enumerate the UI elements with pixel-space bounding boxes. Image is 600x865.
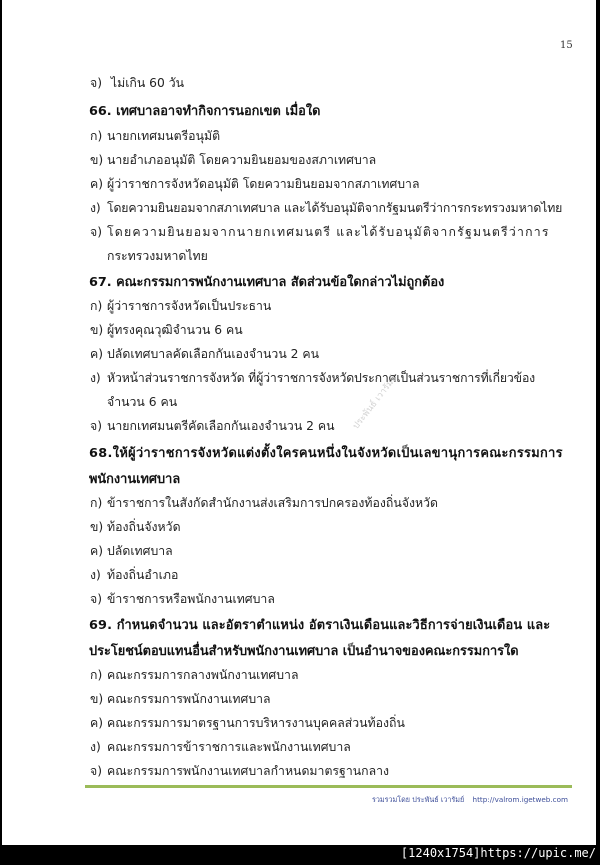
option-item: [90, 666, 298, 685]
option-item: [90, 738, 351, 757]
watermark: ประพันธ์ เวารัมย์: [351, 373, 400, 432]
option-label: ง): [90, 568, 101, 582]
option-text: ผู้ว่าราชการจังหวัดเป็นประธาน: [107, 299, 272, 313]
option-label: จ): [90, 764, 103, 778]
option-label: ข): [90, 153, 104, 167]
option-label: ง): [90, 740, 101, 754]
option-item: [90, 223, 550, 242]
option-text: นายกเทศมนตรีคัดเลือกกันเองจำนวน 2 คน: [107, 419, 335, 433]
footer-rule: [85, 785, 572, 788]
option-text: โดยความยินยอมจากนายกเทศมนตรี และได้รับอนุมัติจากรัฐมนตรีว่าการ: [107, 225, 550, 239]
option-item: [90, 151, 376, 170]
option-text: ข้าราชการในสังกัดสำนักงานส่งเสริมการปกครองท้องถิ่นจังหวัด: [107, 496, 438, 510]
option-label: จ): [90, 419, 103, 433]
option-text: ผู้ว่าราชการจังหวัดอนุมัติ โดยความยินยอมจากสภาเทศบาล: [107, 177, 420, 191]
option-label: จ): [90, 592, 103, 606]
option-text: ข้าราชการหรือพนักงานเทศบาล: [107, 592, 275, 606]
option-label: ง): [90, 371, 101, 385]
option-label: ก): [90, 299, 103, 313]
option-label: ค): [90, 177, 104, 191]
option-text: คณะกรรมการข้าราชการและพนักงานเทศบาล: [107, 740, 351, 754]
option-label: ข): [90, 323, 104, 337]
page-number: 15: [560, 40, 573, 51]
document-page: [2, 0, 596, 845]
option-text: คณะกรรมการมาตรฐานการบริหารงานบุคคลส่วนท้องถิ่น: [107, 716, 405, 730]
option-label: ข): [90, 692, 104, 706]
image-caption: [1240x1754]https://upic.me/: [400, 846, 596, 860]
option-item: [90, 199, 562, 218]
option-text: โดยความยินยอมจากสภาเทศบาล และได้รับอนุมัติจากรัฐมนตรีว่าการกระทรวงมหาดไทย: [107, 201, 563, 215]
option-item: [90, 494, 438, 513]
option-text: หัวหน้าส่วนราชการจังหวัด ที่ผู้ว่าราชการจังหวัดประกาศเป็นส่วนราชการที่เกี่ยวข้อง: [107, 371, 536, 385]
option-item: [90, 590, 275, 609]
option-item: [90, 762, 389, 781]
question-69-title: 69. กำหนดจำนวน และอัตราตำแหน่ง อัตราเงินเดือนและวิธีการจ่ายเงินเดือน และ: [89, 618, 551, 633]
option-text: ไม่เกิน 60 วัน: [110, 76, 185, 90]
question-68-title: 68.ให้ผู้ว่าราชการจังหวัดแต่งตั้งใครคนหนึ่งในจังหวัดเป็นเลขานุการคณะกรรมการ: [89, 446, 563, 461]
option-item: [90, 345, 319, 364]
option-label: ก): [90, 668, 103, 682]
option-text: นายอำเภออนุมัติ โดยความยินยอมของสภาเทศบาล: [107, 153, 377, 167]
option-label: ค): [90, 544, 104, 558]
option-text-continuation: กระทรวงมหาดไทย: [107, 249, 208, 263]
option-label: จ): [90, 225, 103, 239]
option-item: [90, 369, 535, 388]
option-item: [90, 127, 220, 146]
option-label: จ): [90, 76, 103, 90]
question-66-title: 66. เทศบาลอาจทำกิจการนอกเขต เมื่อใด: [89, 104, 321, 119]
question-68-title-continuation: พนักงานเทศบาล: [89, 472, 181, 487]
option-text: คณะกรรมการพนักงานเทศบาล: [107, 692, 271, 706]
option-label: ก): [90, 496, 103, 510]
option-item: [90, 690, 271, 709]
option-text: นายกเทศมนตรีอนุมัติ: [107, 129, 221, 143]
question-67-title: 67. คณะกรรมการพนักงานเทศบาล สัดส่วนข้อใดกล่าวไม่ถูกต้อง: [89, 275, 445, 290]
option-item: [90, 518, 181, 537]
option-text: คณะกรรมการพนักงานเทศบาลกำหนดมาตรฐานกลาง: [107, 764, 390, 778]
question-69-title-continuation: ประโยชน์ตอบแทนอื่นสำหรับพนักงานเทศบาล เป็นอำนาจของคณะกรรมการใด: [89, 644, 519, 659]
option-text: ผู้ทรงคุณวุฒิจำนวน 6 คน: [107, 323, 243, 337]
footer-credit: รวมรวมโดย ประพันธ์ เวารัมย์: [372, 795, 465, 804]
footer: [372, 795, 568, 806]
option-label: ค): [90, 716, 104, 730]
option-label: ข): [90, 520, 104, 534]
option-item: [90, 417, 335, 436]
option-item: [90, 297, 271, 316]
option-text: ท้องถิ่นอำเภอ: [107, 568, 179, 582]
option-text: ปลัดเทศบาล: [107, 544, 173, 558]
option-text-continuation: จำนวน 6 คน: [107, 395, 178, 409]
footer-url[interactable]: http://valrom.igetweb.com: [472, 795, 568, 804]
option-label: ง): [90, 201, 101, 215]
option-item: [90, 714, 405, 733]
option-label: ค): [90, 347, 104, 361]
option-text: ปลัดเทศบาลคัดเลือกกันเองจำนวน 2 คน: [107, 347, 320, 361]
option-item: [90, 175, 420, 194]
option-text: คณะกรรมการกลางพนักงานเทศบาล: [107, 668, 299, 682]
option-item: [90, 566, 178, 585]
option-item: [90, 542, 173, 561]
option-item: [90, 74, 184, 93]
option-text: ท้องถิ่นจังหวัด: [107, 520, 181, 534]
option-item: [90, 321, 243, 340]
option-label: ก): [90, 129, 103, 143]
